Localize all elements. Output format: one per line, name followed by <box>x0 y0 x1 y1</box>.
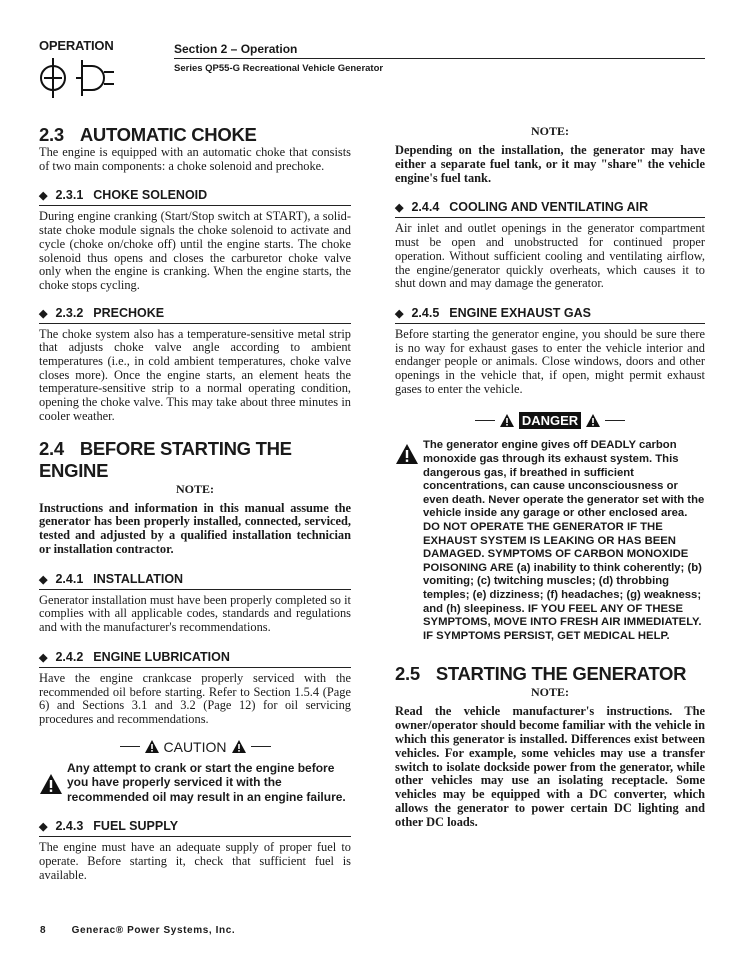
danger-text: The generator engine gives off DEADLY carbon monoxide gas through its exhaust system. This dangerous gas, if breathed in sufficient concentrations, can cause unconsciousness or even death. Never operate the generator set with the vehicle inside any garage or other enclosed area. DO NOT OPERATE THE GENERATOR IF THE EXHAUST SYSTEM IS LEAKING OR HAS BEEN DAMAGED. SYMPTOMS OF CARBON MONOXIDE POISONING ARE (a) inability to think coherently; (b) vomiting; (c) twitching muscles; (d) throbbing temples; (e) dizziness; (f) headaches; (g) weakness; and (h) sleepiness. IF YOU FEEL ANY OF THESE SYMPTOMS, MOVE INTO FRESH AIR IMMEDIATELY. IF SYMPTOMS PERSIST, GET MEDICAL HELP. <box>423 439 705 642</box>
diamond-icon: ◆ <box>39 821 48 834</box>
danger-label: DANGER <box>519 412 581 429</box>
installation-text: Generator installation must have been properly completed so it complies with all applicable codes, standards and regulations and with the manufacturer's recommendations. <box>39 592 351 635</box>
diamond-icon: ◆ <box>39 307 48 320</box>
caution-label: CAUTION <box>163 738 227 755</box>
choke-solenoid-text: During engine cranking (Start/Stop switch at START), a solid-state choke module signals the choke solenoid to activate and cycle (choke on/choke off) until the engine starts. The choke solenoid thus opens and closes the carburetor choke valve only when the engine is cranking. When the engine starts, the choke stops cycling. <box>39 209 351 292</box>
heading-2-4: 2.4 BEFORE STARTING THE ENGINE <box>39 437 292 481</box>
operation-label: OPERATION <box>39 38 114 53</box>
exhaust-gas-text: Before starting the generator engine, you should be sure there is no way for exhaust gases to enter the vehicle interior and endanger people or animals. Close windows, doors and other openings in the vehicle that, if open, might permit exhaust gases to enter the vehicle. <box>395 326 705 396</box>
warning-triangle-icon <box>231 739 247 754</box>
note-label: NOTE: <box>530 685 569 700</box>
heading-2-4-3: ◆ 2.4.3 FUEL SUPPLY <box>39 818 351 837</box>
company-name: Generac® Power Systems, Inc. <box>71 925 236 936</box>
heading-2-3-1: ◆ 2.3.1 CHOKE SOLENOID <box>39 187 351 206</box>
warning-triangle-icon <box>395 443 419 465</box>
danger-header <box>395 412 705 429</box>
warning-triangle-icon <box>39 773 63 795</box>
diamond-icon: ◆ <box>395 202 404 215</box>
diamond-icon: ◆ <box>39 651 48 664</box>
fuel-supply-text: The engine must have an adequate supply of proper fuel to operate. Before starting it, check that sufficient fuel is available. <box>39 840 351 882</box>
before-starting-note: Instructions and information in this manual assume the generator has been properly installed, connected, serviced, tested and adjusted by a qualified installation technician or installation contractor. <box>39 500 351 556</box>
caution-header <box>39 739 351 755</box>
heading-2-5: 2.5 STARTING THE GENERATOR <box>395 663 687 685</box>
page-number: 8 <box>40 925 47 936</box>
heading-2-4-2: ◆ 2.4.2 ENGINE LUBRICATION <box>39 649 351 668</box>
page-footer <box>40 925 235 936</box>
heading-2-4-4: ◆ 2.4.4 COOLING AND VENTILATING AIR <box>395 199 705 218</box>
danger-block <box>395 439 705 643</box>
diamond-icon: ◆ <box>39 573 48 586</box>
starting-generator-note: Read the vehicle manufacturer's instructions. The owner/operator should become familiar with the vehicle in which this generator is installed. Differences exist between vehicles. For example, some vehicles may use a transfer switch to isolate dockside power from the generator, while other vehicles may use an isolating receptacle. Some vehicles may be equipped with a DC converter, which allows the generator to power certain DC lighting and other DC loads. <box>395 704 705 829</box>
automatic-choke-text: The engine is equipped with an automatic choke that consists of two main components: a choke solenoid and prechoke. <box>39 145 351 173</box>
diamond-icon: ◆ <box>39 190 48 203</box>
left-column <box>39 124 351 882</box>
heading-2-3: 2.3 AUTOMATIC CHOKE <box>39 124 257 145</box>
prechoke-text: The choke system also has a temperature-sensitive metal strip that adjusts choke valve angle according to ambient temperatures (i.e., in cold ambient temperatures, choke valve closes more). Once the engine starts, an element heats the temperature-sensitive strip to a normal operating condition, opening the choke valve. This may take about three minutes in cooler weather. <box>39 326 351 423</box>
warning-triangle-icon <box>585 413 601 428</box>
caution-text: Any attempt to crank or start the engine before you have properly serviced it with the recommended oil may result in an engine failure. <box>67 760 346 804</box>
diamond-icon: ◆ <box>395 307 404 320</box>
heading-2-4-5: ◆ 2.4.5 ENGINE EXHAUST GAS <box>395 305 705 324</box>
engine-lubrication-text: Have the engine crankcase properly serviced with the recommended oil before starting. Refer to Section 1.5.4 (Page 6) and Sections 3.1 and 3.2 (Page 12) for oil servicing procedures and recommendations. <box>39 670 351 726</box>
header-rule <box>174 58 705 59</box>
warning-triangle-icon <box>499 413 515 428</box>
heading-2-4-1: ◆ 2.4.1 INSTALLATION <box>39 571 351 590</box>
caution-block <box>39 761 351 805</box>
heading-2-3-2: ◆ 2.3.2 PRECHOKE <box>39 305 351 324</box>
note-label: NOTE: <box>175 481 214 496</box>
start-switch-icon <box>38 54 118 102</box>
series-title: Series QP55-G Recreational Vehicle Generator <box>174 63 384 74</box>
note-label: NOTE: <box>530 124 569 138</box>
section-title: Section 2 – Operation <box>174 42 298 56</box>
cooling-text: Air inlet and outlet openings in the generator compartment must be open and unobstructed for continued proper operation. Without sufficient cooling and ventilating airflow, the engine/generator quickly overheats, which causes it to shut down and may damage the generator. <box>395 221 705 291</box>
fuel-tank-note: Depending on the installation, the generator may have either a separate fuel tank, or it may "share" the vehicle engine's fuel tank. <box>395 143 705 185</box>
warning-triangle-icon <box>144 739 160 754</box>
right-column <box>395 124 705 830</box>
